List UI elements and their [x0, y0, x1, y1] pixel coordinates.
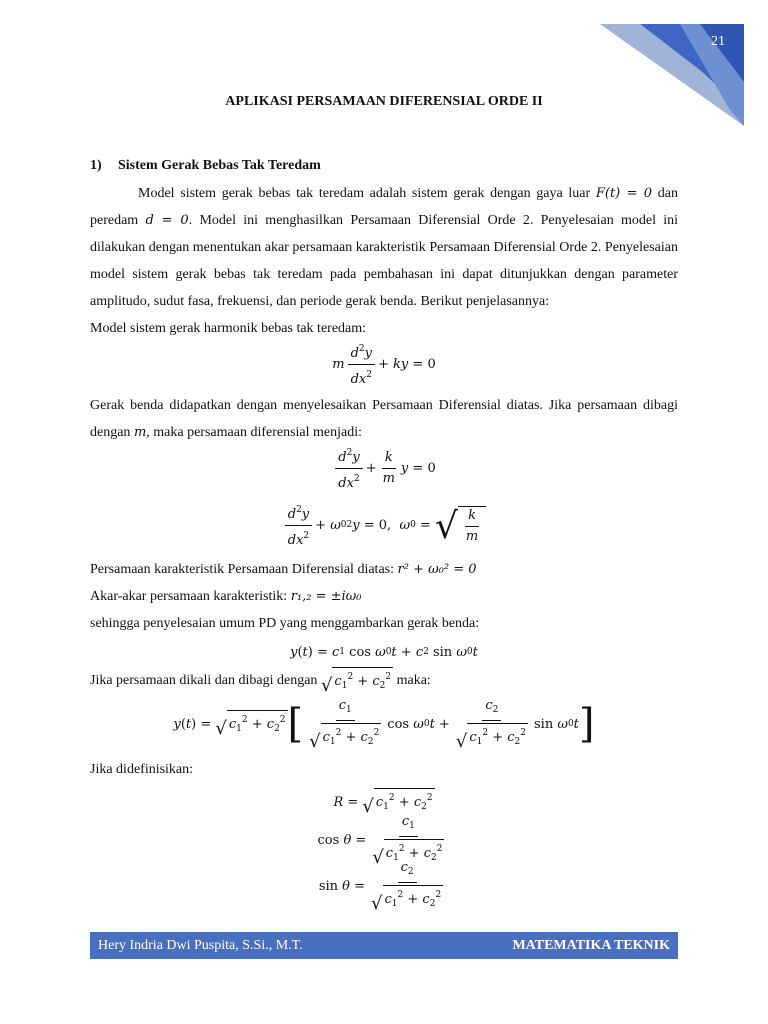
general-solution-line: sehingga penyelesaian umum PD yang menggambarkan gerak benda:	[90, 616, 480, 631]
section-title: Sistem Gerak Bebas Tak Teredam	[118, 158, 321, 173]
page-footer	[90, 932, 678, 959]
footer-author: Hery Indria Dwi Puspita, S.Si., M.T.	[98, 937, 303, 953]
footer-course: MATEMATIKA TEKNIK	[512, 937, 670, 953]
section-number: 1)	[90, 158, 102, 173]
section-heading	[90, 154, 678, 180]
equation-sin-theta: sin θ = $c_2$ √ $c_1^2 + c_2^2$	[318, 859, 442, 914]
para2-text-2: , maka persamaan diferensial menjadi:	[146, 425, 363, 440]
para1-text-3: . Model ini menghasilkan Persamaan Diferensial Orde 2. Penyelesaian model ini dilakukan dengan menentukan akar persamaan karakteristik Persamaan Diferensial Orde 2. Penyelesaian model sistem gerak bebas tak teredam pada pembahasan ini dapat ditunjukkan dengan parameter amplitudo, sudut fasa, frekuensi, dan periode gerak benda. Berikut penjelasannya:	[90, 213, 678, 309]
para1-text-2: dan peredam	[90, 186, 678, 228]
define-line: Jika didefinisikan:	[90, 762, 194, 777]
equation-model: m $\frac{d^2y}{dx^2}$ + ky = 0	[90, 342, 678, 386]
equation-R: R = √ $c_1^2 + c_2^2$	[90, 787, 678, 817]
paragraph-divide	[90, 392, 678, 446]
math-m: m	[133, 425, 147, 440]
model-intro-line: Model sistem gerak harmonik bebas tak teredam:	[90, 321, 367, 336]
equation-divided: $\frac{d^2y}{dx^2}$ + $\frac{k}{m}$ y = 0	[90, 446, 678, 490]
math-damper-zero: d = 0	[145, 213, 189, 228]
paragraph-intro	[90, 180, 678, 315]
characteristic-math: r² + ω₀² = 0	[397, 562, 477, 577]
para2-text-1: Gerak benda didapatkan dengan menyelesaikan Persamaan Diferensial diatas. Jika persamaan dibagi dengan	[90, 398, 678, 440]
page-number: 21	[711, 34, 725, 49]
characteristic-text: Persamaan karakteristik Persamaan Diferensial diatas:	[90, 562, 398, 577]
para1-text-1: Model sistem gerak bebas tak teredam adalah sistem gerak dengan gaya luar	[138, 186, 596, 201]
multiply-text-before: Jika persamaan dikali dan dibagi dengan	[90, 673, 321, 689]
equation-cos-theta: cos θ = $c_1$ √ $c_1^2 + c_2^2$	[317, 813, 443, 868]
sqrt-c1-c2: √ $c_1^2 + c_2^2$	[321, 667, 393, 695]
equation-normalized: y ( t ) = √ $c_1^2 + c_2^2$ [ $c_1$ √ $c_1^2 + c_2^2$ cos ω 0 t + $c_2$ √ $c_1^2 + c_2^2$ sin ω 0 t ]	[173, 697, 595, 752]
characteristic-line	[90, 556, 678, 583]
equation-general-solution: y ( t ) = c 1 cos ω 0 t + c 2 sin ω 0 t	[290, 644, 478, 660]
equation-omega: $\frac{d^2y}{dx^2}$ + ω 0 2 y = 0, ω 0 = √ $\frac{k}{m}$	[90, 494, 678, 556]
multiply-line	[90, 667, 678, 694]
roots-line	[90, 583, 678, 610]
roots-text: Akar-akar persamaan karakteristik:	[90, 589, 291, 604]
math-force-zero: F(t) = 0	[595, 186, 653, 201]
page-title: APLIKASI PERSAMAAN DIFERENSIAL ORDE II	[225, 94, 543, 109]
multiply-text-after: maka:	[393, 673, 431, 689]
document-body	[90, 154, 678, 914]
roots-math: r₁,₂ = ±iω₀	[290, 589, 362, 604]
corner-decoration	[0, 0, 768, 140]
